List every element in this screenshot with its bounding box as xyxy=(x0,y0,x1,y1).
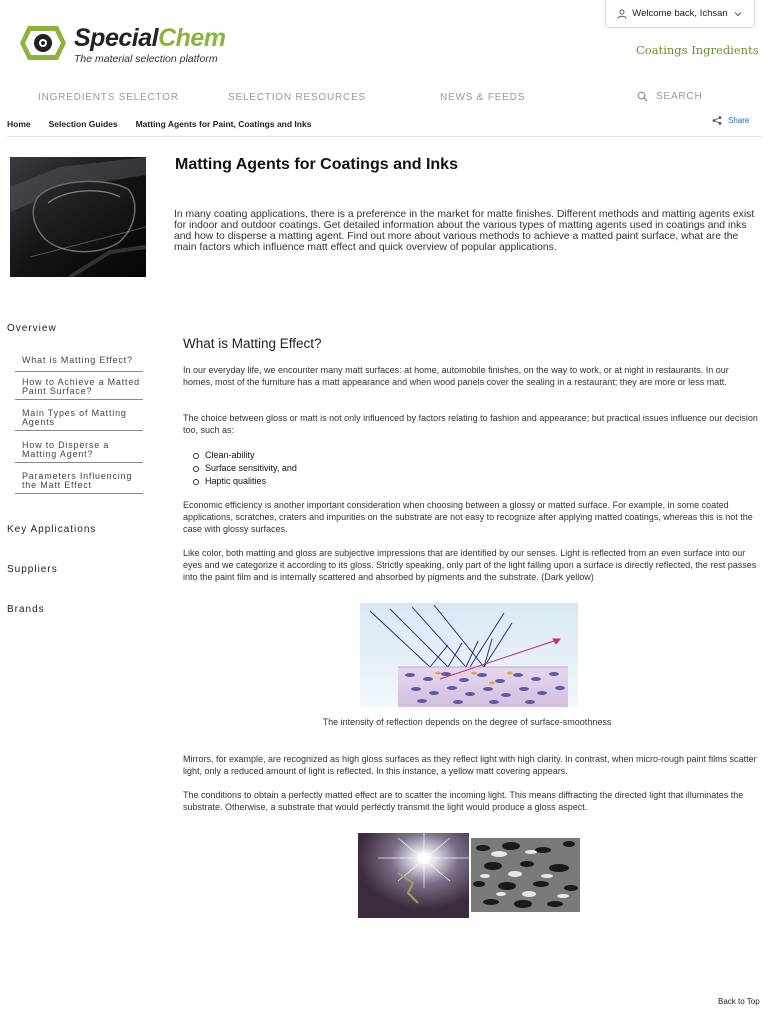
glossy-surface-photo xyxy=(358,833,469,918)
welcome-text: Welcome back, Ichsan xyxy=(632,8,728,19)
list-item: Clean-ability xyxy=(191,449,297,462)
sidebar-brands[interactable]: Brands xyxy=(7,604,45,615)
reflection-diagram xyxy=(360,603,578,707)
channel-link[interactable]: Coatings Ingredients xyxy=(636,43,759,57)
page-intro: In many coating applications, there is a preference in the market for matte finishes. Different methods and matting agents exist for indoor and outdoor coatings. Get detailed information about the various types of matting agents used in coatings and inks and how to disperse a matting agent. Find out more about various methods to achieve a matted paint surface, what are the main factors which influence matt effect and quick overview of popular applications. xyxy=(174,209,755,253)
sidebar-key-applications[interactable]: Key Applications xyxy=(7,524,97,535)
logo-wordmark xyxy=(74,24,226,53)
article-paragraph: Economic efficiency is another important consideration when choosing between a glossy or matted surface. For example, in some coated applications, scratches, craters and impurities on the substrate are not easy to recognize after applying matted coatings, whereas this is not the case with glossy surfaces. xyxy=(183,500,753,534)
sidebar-item-parameters[interactable]: Parameters Influencing the Matt Effect xyxy=(15,472,143,494)
matt-surface-photo xyxy=(471,838,580,912)
search-label: SEARCH xyxy=(656,91,703,102)
list-item: Haptic qualities xyxy=(191,475,297,488)
breadcrumb-selection-guides[interactable]: Selection Guides xyxy=(48,119,118,129)
back-to-top-link[interactable]: Back to Top xyxy=(718,997,760,1006)
user-menu-button[interactable] xyxy=(605,0,755,28)
bullet-list xyxy=(191,449,297,488)
nav-search[interactable] xyxy=(637,91,702,102)
list-item: Surface sensitivity, and xyxy=(191,462,297,475)
nav-ingredients-selector[interactable]: INGREDIENTS SELECTOR xyxy=(38,92,179,103)
share-label: Share xyxy=(728,116,750,125)
sidebar-item-achieve-matted[interactable]: How to Achieve a Matted Paint Surface? xyxy=(15,378,143,400)
main-nav xyxy=(0,88,768,108)
sidebar-suppliers[interactable]: Suppliers xyxy=(7,564,58,575)
logo-word-special: Special xyxy=(74,24,159,52)
sidebar-item-disperse[interactable]: How to Disperse a Matting Agent? xyxy=(15,441,143,463)
breadcrumb-home[interactable]: Home xyxy=(7,119,31,129)
share-button[interactable] xyxy=(712,116,749,125)
logo-eye-icon xyxy=(18,20,68,66)
sidebar-item-what-is-matting[interactable]: What is Matting Effect? xyxy=(15,356,143,372)
breadcrumb-divider xyxy=(7,136,762,137)
logo-word-chem: Chem xyxy=(158,24,226,52)
share-icon xyxy=(712,116,722,125)
page-title: Matting Agents for Coatings and Inks xyxy=(175,156,458,173)
specialchem-logo[interactable] xyxy=(18,20,228,68)
chevron-down-icon xyxy=(733,9,743,19)
logo-tagline: The material selection platform xyxy=(74,53,218,65)
article-paragraph: The conditions to obtain a perfectly matted effect are to scatter the incoming light. This means diffracting the directed light that illuminates the substrate. Otherwise, a substrate that would perfectly transmit the light would produce a gloss aspect. xyxy=(183,790,744,812)
article-paragraph: Like color, both matting and gloss are subjective impressions that are identified by our senses. Light is reflected from an even surface into our eyes and we categorize it according to its gloss. Strictly speaking, only part of the light falling upon a surface is directly reflected, the rest passes into the paint film and is internally scattered and absorbed by pigments and the substrate. (Dark yellow) xyxy=(183,548,757,582)
site-header xyxy=(0,0,768,84)
article-paragraph: The choice between gloss or matt is not only influenced by factors relating to fashion and appearance; but practical issues influence our decision too, such as: xyxy=(183,413,758,435)
nav-news-feeds[interactable]: NEWS & FEEDS xyxy=(440,92,526,103)
breadcrumb-current: Matting Agents for Paint, Coatings and Inks xyxy=(135,119,312,129)
section-heading: What is Matting Effect? xyxy=(183,336,322,351)
article-paragraph: In our everyday life, we encounter many matt surfaces: at home, automobile finishes, on the way to work, or at night in restaurants. In our homes, most of the furniture has a matt appearance and when wood panels cover the sealing in a restaurant; they are more or less matt. xyxy=(183,365,729,387)
article-paragraph: Mirrors, for example, are recognized as high gloss surfaces as they reflect light with high clarity. In contrast, when micro-rough paint films scatter light, only a reduced amount of light is reflected. In this instance, a yellow matt covering appears. xyxy=(183,754,757,776)
sidebar-overview[interactable]: Overview xyxy=(7,323,57,334)
diagram-caption: The intensity of reflection depends on the degree of surface-smoothness xyxy=(322,717,612,727)
breadcrumb xyxy=(7,119,311,129)
user-icon xyxy=(617,9,627,19)
sidebar-item-main-types[interactable]: Main Types of Matting Agents xyxy=(15,409,143,431)
hero-car-mirror-image xyxy=(10,157,146,277)
search-icon xyxy=(637,91,648,102)
nav-selection-resources[interactable]: SELECTION RESOURCES xyxy=(228,92,367,103)
